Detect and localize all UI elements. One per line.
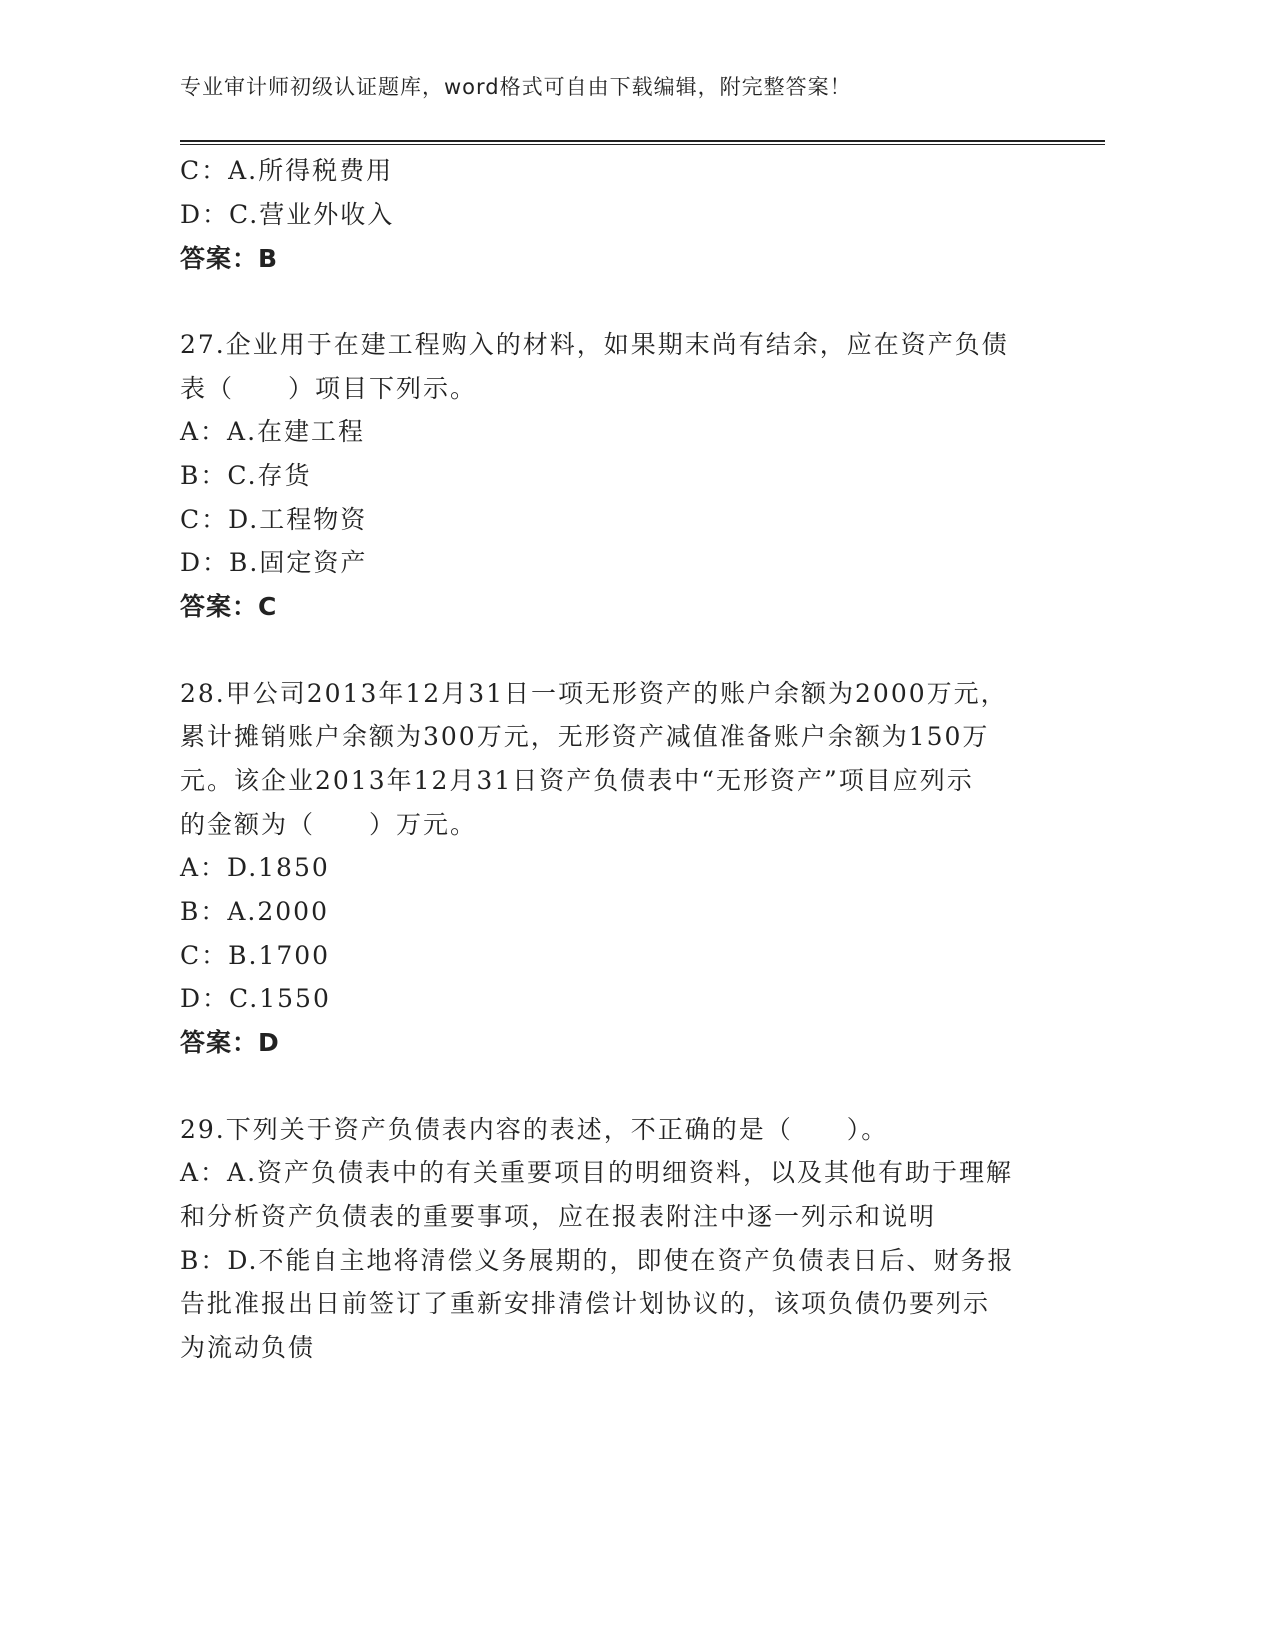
q28-option-b: B：A.2000 — [180, 897, 329, 926]
q29-option-b-line3: 为流动负债 — [180, 1333, 316, 1362]
q28-stem-line1: 28.甲公司2013年12月31日一项无形资产的账户余额为2000万元， — [180, 679, 1008, 708]
q29-stem-line1: 29.下列关于资产负债表内容的表述，不正确的是（ ）。 — [180, 1115, 889, 1144]
q27-stem-line1: 27.企业用于在建工程购入的材料，如果期末尚有结余，应在资产负债 — [180, 330, 1009, 359]
q27-stem-line2: 表（ ）项目下列示。 — [180, 374, 478, 403]
q28-stem-line2: 累计摊销账户余额为300万元，无形资产减值准备账户余额为150万 — [180, 722, 990, 751]
q29-option-a-line1: A：A.资产负债表中的有关重要项目的明细资料，以及其他有助于理解 — [180, 1158, 1014, 1187]
q28-stem-line4: 的金额为（ ）万元。 — [180, 810, 478, 839]
q26-answer: 答案：B — [180, 244, 279, 273]
q28-option-a: A：D.1850 — [180, 853, 330, 882]
q29-option-b-line1: B：D.不能自主地将清偿义务展期的，即使在资产负债表日后、财务报 — [180, 1246, 1015, 1275]
q27-option-a: A：A.在建工程 — [180, 417, 366, 446]
page-header: 专业审计师初级认证题库，word格式可自由下载编辑，附完整答案！ — [180, 75, 852, 99]
q28-stem-line3: 元。该企业2013年12月31日资产负债表中“无形资产”项目应列示 — [180, 766, 974, 795]
q26-option-c: C：A.所得税费用 — [180, 156, 394, 185]
q26-option-d: D：C.营业外收入 — [180, 200, 395, 229]
q27-option-d: D：B.固定资产 — [180, 548, 368, 577]
q27-option-b: B：C.存货 — [180, 461, 312, 490]
q29-option-a-line2: 和分析资产负债表的重要事项，应在报表附注中逐一列示和说明 — [180, 1202, 937, 1231]
q28-option-d: D：C.1550 — [180, 984, 331, 1013]
header-divider — [180, 140, 1105, 145]
q27-answer: 答案：C — [180, 592, 278, 621]
q29-option-b-line2: 告批准报出日前签订了重新安排清偿计划协议的，该项负债仍要列示 — [180, 1289, 991, 1318]
q27-option-c: C：D.工程物资 — [180, 505, 368, 534]
q28-option-c: C：B.1700 — [180, 941, 331, 970]
q28-answer: 答案：D — [180, 1028, 280, 1057]
